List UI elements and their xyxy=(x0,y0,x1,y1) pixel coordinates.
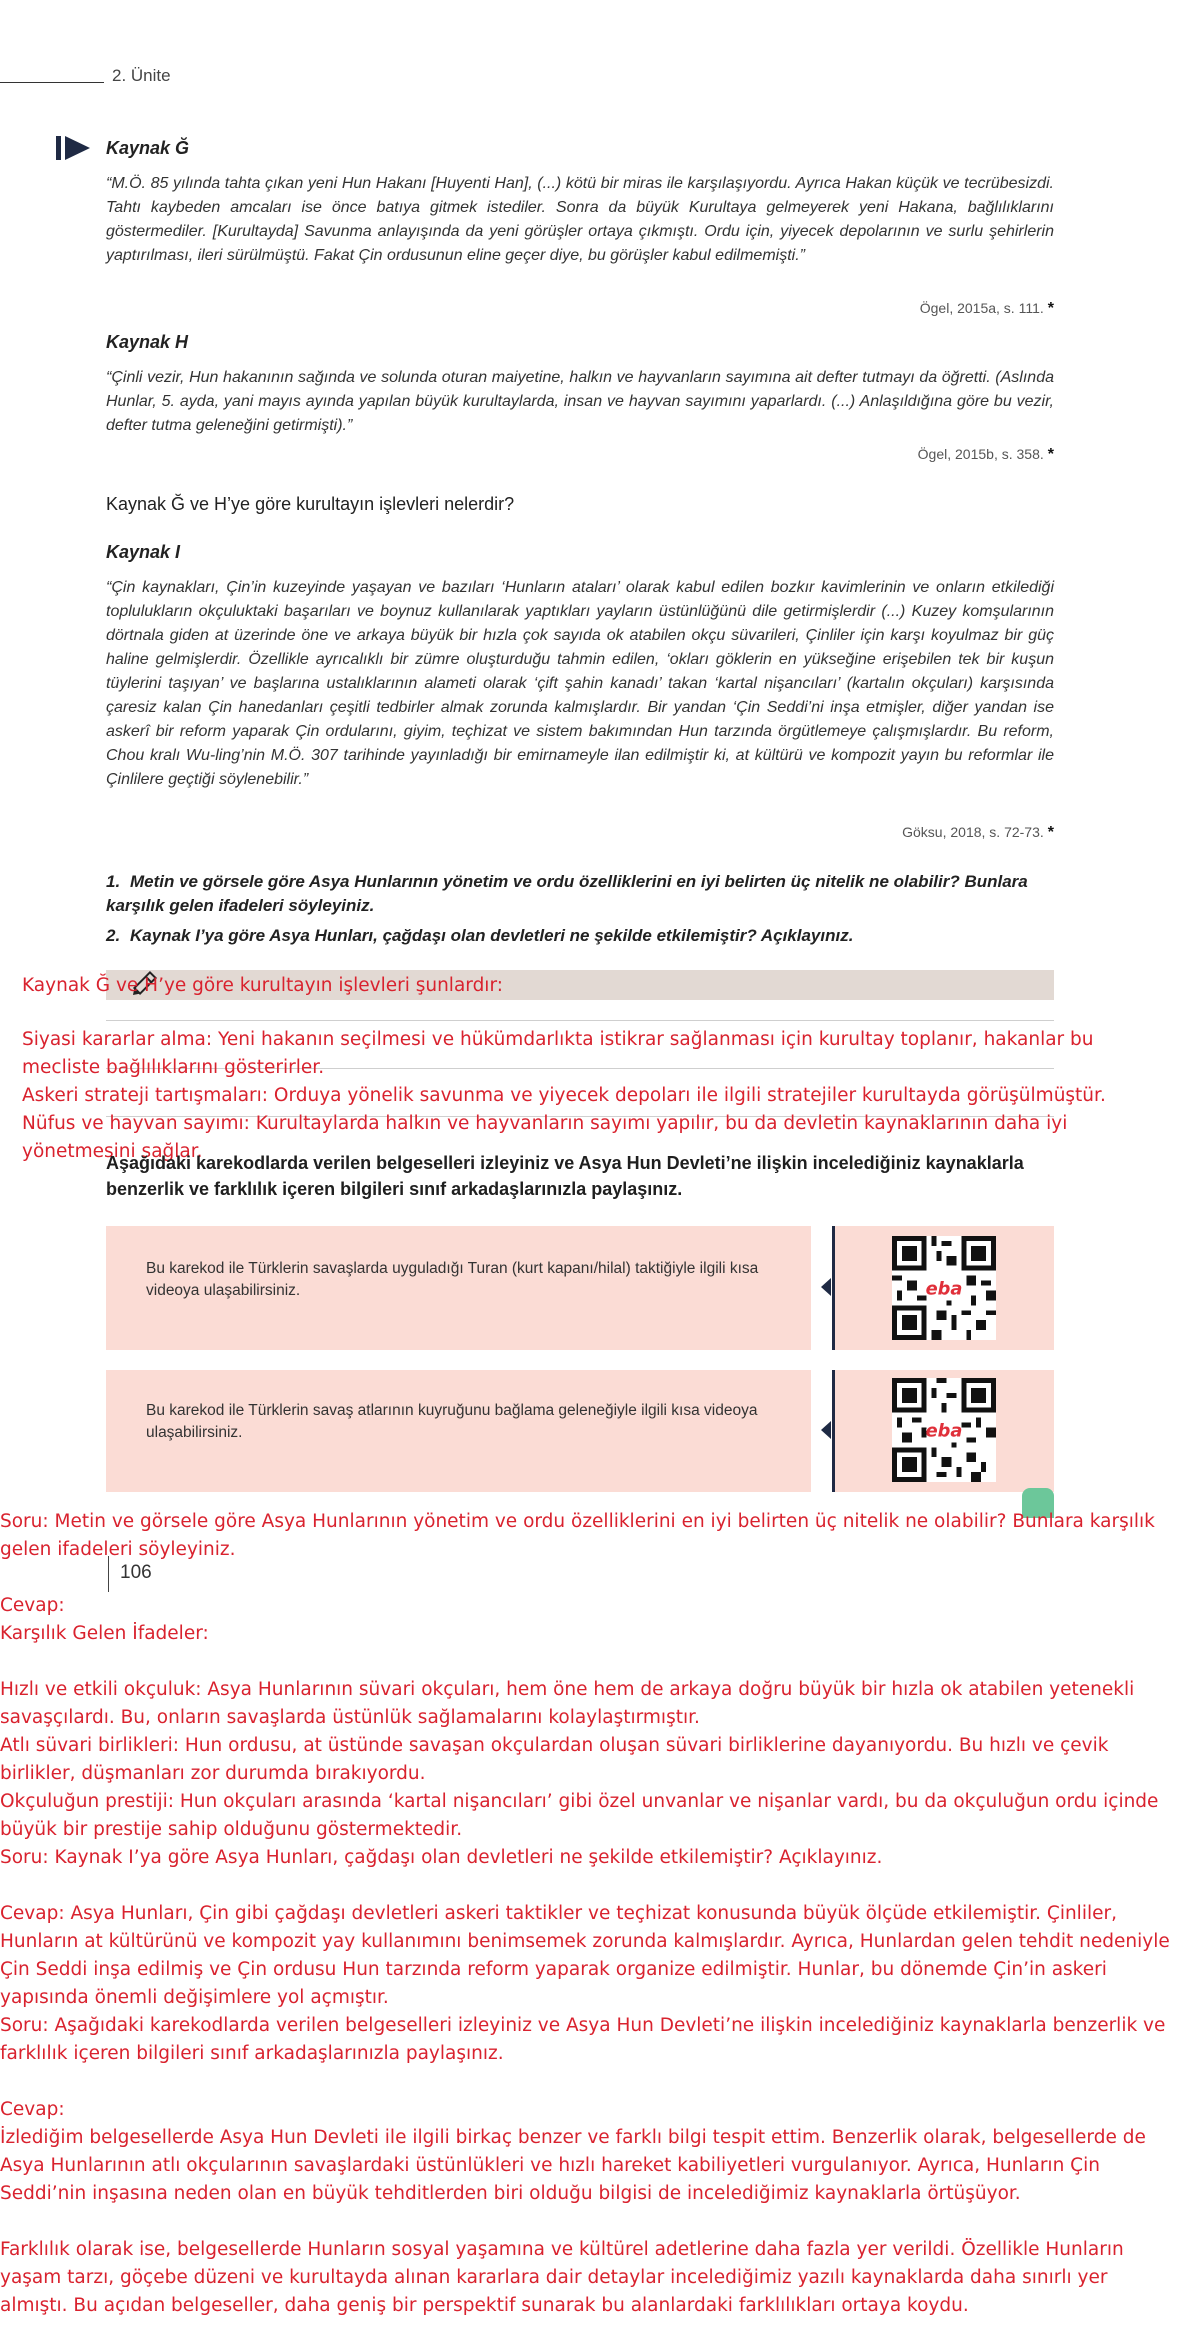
qr-card-text: Bu karekod ile Türklerin savaşlarda uyguladığı Turan (kurt kapanı/hilal) taktiğiyle ilgili kısa videoya ulaşabilirsiniz. xyxy=(146,1260,759,1299)
overlay-sub-label: Karşılık Gelen İfadeler: xyxy=(0,1623,209,1644)
source-i-quote: “Çin kaynakları, Çin’in kuzeyinde yaşayan ve bazıları ‘Hunların ataları’ olarak kabul edilen bozkır kavimlerinin ve onların etkilediği toplulukların okçuluktaki başarıları ve boynuz kullanılarak yaptıkları yayların üstünlüğünü dile getirmişlerdir (...) Kuzey komşularının dörtnala giden at üzerinde öne ve arkaya büyük bir hızla çok sayıda ok atabilen okçu süvarileri, Çinliler için karşı koyulmaz bir güç haline gelmişlerdir. Özellikle ayrıcalıklı bir zümre oluşturduğu tahmin edilen, ‘okları göklerin en yükseğine erişebilen tek bir kuşun tüylerini taşıyan’ ve başlarına ustalıklarının alameti olarak ‘çift şahin kanadı’ takan ‘kartal nişancıları’ (kartalın okçuları) karşısında çaresiz kalan Çin hanedanları çeşitli tedbirler almak zorunda kalmışlardır. Bir yandan ‘Çin Seddi’ni inşa etmişler, diğer yandan ise askerî bir reform yaparak Çin ordularını, giyim, teçhizat ve sistem bakımından Hun tarzında örgütlemeye çalışmışlardır. Bu reform, Chou kralı Wu-ling’nin M.Ö. 307 tarihinde yayınladığı bir emirnameyle ilan edilmiştir ki, at kültürü ve kompozit yayın bu reformlar ile Çinlilere geçtiği söylenebilir.” xyxy=(106,579,1054,788)
question-gh: Kaynak Ğ ve H’ye göre kurultayın işlevleri nelerdir? xyxy=(106,494,515,514)
source-h-title: Kaynak H xyxy=(106,332,189,352)
citation-mark: * xyxy=(1047,300,1054,317)
qr-card-notch xyxy=(821,1278,831,1296)
qr-logo: eba xyxy=(925,1420,963,1442)
overlay-answer-paragraph: Farklılık olarak ise, belgesellerde Hunların sosyal yaşamına ve kültürel adetlerine daha fazla yer verildi. Özellikle Hunların yaşam tarzı, göçebe düzeni ve kurultayda alınan kararlara dair detaylar incelediğimiz yazılı kaynaklarda daha sınırlı yer almıştı. Bu açıdan belgeseller, daha geniş bir perspektif sunarak bu alanlardaki farklılıkları ortaya koydu. xyxy=(0,2239,1124,2316)
qr-card-1 xyxy=(106,1226,811,1350)
overlay-question: Soru: Aşağıdaki karekodlarda verilen belgeselleri izleyiniz ve Asya Hun Devleti’ne ilişkin incelediğiniz kaynaklarla benzerlik ve farklılık içeren bilgileri sınıf arkadaşlarınızla paylaşınız. xyxy=(0,2015,1166,2064)
source-g-quote: “M.Ö. 85 yılında tahta çıkan yeni Hun Hakanı [Huyenti Han], (...) kötü bir miras ile karşılaşıyordu. Ayrıca Hakan küçük ve tecrübesizdi. Tahtı kaybeden amcaları ise önce batıya gitmek istediler. Sonra da büyük Kurultaya gelmeyerek yeni Hakana, bağlılıklarını göstermediler. [Kurultayda] Savunma anlayışında da yeni görüşler ortaya çıkmıştı. Ordu için, yiyecek depolarının ve surlu şehirlerin yaptırılması, ileri sürülmüştü. Fakat Çin ordusunun eline geçer diye, bu görüşler kabul edilmemişti.” xyxy=(106,175,1054,264)
page-number: 106 xyxy=(120,1562,152,1583)
qr-card-notch xyxy=(821,1421,831,1439)
overlay-answer-item: Siyasi kararlar alma: Yeni hakanın seçilmesi ve hükümdarlıkta istikrar sağlanması için kurultay toplanır, hakanlar bu mecliste bağlılıklarını gösterirler. xyxy=(22,1029,1094,1078)
citation-mark: * xyxy=(1047,446,1054,463)
source-g-citation xyxy=(700,300,1054,318)
overlay-answer-1 xyxy=(22,972,1162,1166)
overlay-answer-2 xyxy=(0,1508,1170,2320)
qr-logo: eba xyxy=(925,1278,963,1300)
citation-text: Göksu, 2018, s. 72-73. xyxy=(902,824,1044,840)
overlay-answer-item: Atlı süvari birlikleri: Hun ordusu, at üstünde savaşan okçulardan oluşan süvari birliklerine dayanıyordu. Bu hızlı ve çevik birlikler, düşmanları zor durumda bırakıyordu. xyxy=(0,1735,1109,1784)
source-i-title: Kaynak I xyxy=(106,542,181,562)
qr-code-icon[interactable] xyxy=(892,1378,996,1482)
unit-label: 2. Ünite xyxy=(112,66,171,85)
source-i-citation xyxy=(700,824,1054,842)
qr-code-icon[interactable] xyxy=(892,1236,996,1340)
citation-text: Ögel, 2015a, s. 111. xyxy=(919,300,1044,316)
overlay-answer-item: Askeri strateji tartışmaları: Orduya yönelik savunma ve yiyecek depoları ile ilgili stratejiler kurultayda görüşülmüştür. xyxy=(22,1085,1106,1106)
source-g-title: Kaynak Ğ xyxy=(106,138,190,158)
overlay-answer-item: Nüfus ve hayvan sayımı: Kurultaylarda halkın ve hayvanların sayımı yapılır, bu da devletin kaynaklarının daha iyi yönetmesini sağlar. xyxy=(22,1113,1068,1162)
question-text: Kaynak I’ya göre Asya Hunları, çağdaşı olan devletleri ne şekilde etkilemiştir? Açıklayınız. xyxy=(130,926,854,945)
overlay-answer-label: Cevap: xyxy=(0,2099,65,2120)
overlay-answer-label: Cevap: xyxy=(0,1595,65,1616)
qr-card-text: Bu karekod ile Türklerin savaş atlarının kuyruğunu bağlama geleneğiyle ilgili kısa videoya ulaşabilirsiniz. xyxy=(146,1402,758,1441)
question-1 xyxy=(106,870,1054,918)
source-h-citation xyxy=(700,446,1054,464)
citation-mark: * xyxy=(1047,824,1054,841)
overlay-answer-item: Hızlı ve etkili okçuluk: Asya Hunlarının süvari okçuları, hem öne hem de arkaya doğru büyük bir hızla ok atabilen yetenekli savaşçılardı. Bu, onların savaşlarda üstünlük sağlamalarını kolaylaştırmıştır. xyxy=(0,1679,1135,1728)
overlay-question: Soru: Kaynak I’ya göre Asya Hunları, çağdaşı olan devletleri ne şekilde etkilemiştir? Açıklayınız. xyxy=(0,1847,883,1868)
header-rule xyxy=(0,82,104,83)
overlay-answer-intro: Kaynak Ğ ve H’ye göre kurultayın işlevleri şunlardır: xyxy=(22,975,503,996)
question-text: Metin ve görsele göre Asya Hunlarının yönetim ve ordu özelliklerini en iyi belirten üç nitelik ne olabilir? Bunlara karşılık gelen ifadeleri söyleyiniz. xyxy=(106,872,1028,915)
qr-card-2 xyxy=(106,1370,811,1492)
question-number: 1. xyxy=(106,872,121,891)
citation-text: Ögel, 2015b, s. 358. xyxy=(917,446,1044,462)
overlay-answer-text: Cevap: Asya Hunları, Çin gibi çağdaşı devletleri askeri taktikler ve teçhizat konusunda büyük ölçüde etkilemiştir. Çinliler, Hunların at kültürünü ve kompozit yay kullanımını benimsemek zorunda kalmışlardır. Ayrıca, Hunlardan gelen tehdit nedeniyle Çin Seddi inşa edilmiş ve Çin ordusu Hun tarzında reform yaparak organize edilmiştir. Hunlar, bu dönemde Çin’in askeri yapısında önemli değişimlere yol açmıştır. xyxy=(0,1903,1170,2008)
question-2 xyxy=(106,926,1054,946)
task-instruction: Aşağıdaki karekodlarda verilen belgeselleri izleyiniz ve Asya Hun Devleti’ne ilişkin incelediğiniz kaynaklarla benzerlik ve farklılık içeren bilgileri sınıf arkadaşlarınızla paylaşınız. xyxy=(106,1153,1024,1199)
source-arrow-icon xyxy=(56,136,90,160)
overlay-answer-paragraph: İzlediğim belgesellerde Asya Hun Devleti ile ilgili birkaç benzer ve farklı bilgi tespit ettim. Benzerlik olarak, belgesellerde de Asya Hunlarının atlı okçularının savaşlardaki üstünlükleri ve hızlı hareket kabiliyetleri vurgulanıyor. Ayrıca, Hunların Çin Seddi’nin inşasına neden olan en büyük tehditlerden biri olduğu bilgisi de incelediğimiz kaynaklarla örtüşüyor. xyxy=(0,2127,1146,2204)
overlay-answer-item: Okçuluğun prestiji: Hun okçuları arasında ‘kartal nişancıları’ gibi özel unvanlar ve nişanlar vardı, bu da okçuluğun ordu içinde büyük bir prestije sahip olduğunu göstermektedir. xyxy=(0,1791,1159,1840)
source-h-quote: “Çinli vezir, Hun hakanının sağında ve solunda oturan maiyetine, halkın ve hayvanların sayımına ait defter tutmayı da öğretti. (Aslında Hunlar, 5. ayda, yani mayıs ayında yapılan büyük kurultaylarda, insan ve hayvan sayımını yaparlardı. (...) Anlaşıldığına göre bu vezir, defter tutma geleneğini getirmişti).” xyxy=(106,369,1054,434)
question-number: 2. xyxy=(106,926,121,945)
overlay-question: Soru: Metin ve görsele göre Asya Hunlarının yönetim ve ordu özelliklerini en iyi belirten üç nitelik ne olabilir? Bunlara karşılık gelen ifadeleri söyleyiniz. xyxy=(0,1511,1155,1560)
